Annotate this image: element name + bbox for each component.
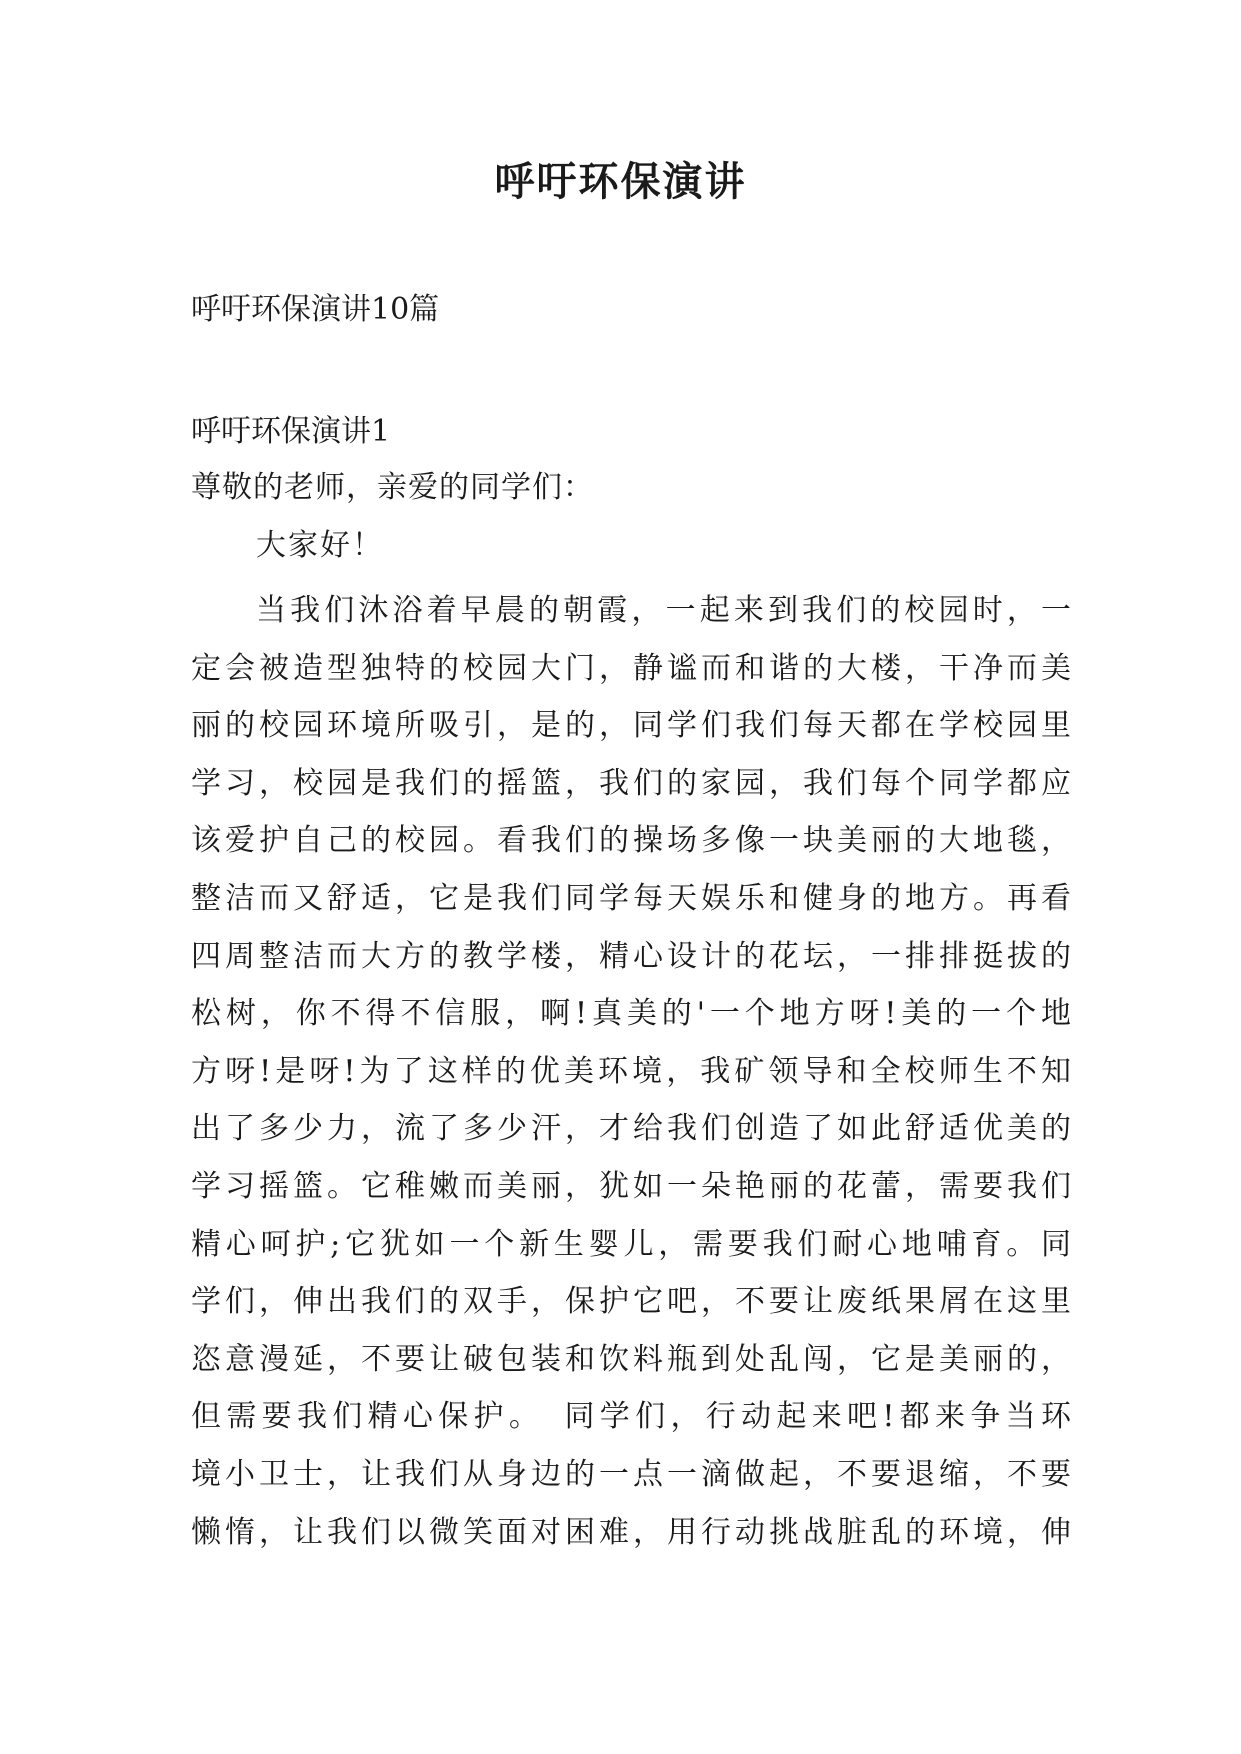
body-line: 恣意漫延，不要让破包装和饮料瓶到处乱闯，它是美丽的， — [191, 1341, 1071, 1377]
salutation: 尊敬的老师，亲爱的同学们： — [191, 470, 594, 505]
body-line: 当我们沐浴着早晨的朝霞，一起来到我们的校园时，一 — [256, 593, 1071, 628]
body-line: 精心呵护;它犹如一个新生婴儿，需要我们耐心地哺育。同 — [191, 1226, 1071, 1262]
body-line: 出了多少力，流了多少汗，才给我们创造了如此舒适优美的 — [191, 1111, 1071, 1147]
body-line: 该爱护自己的校园。看我们的操场多像一块美丽的大地毯， — [191, 823, 1071, 859]
body-line: 四周整洁而大方的教学楼，精心设计的花坛，一排排挺拔的 — [191, 938, 1071, 974]
body-line: 懒惰，让我们以微笑面对困难，用行动挑战脏乱的环境，伸 — [191, 1514, 1071, 1550]
body-line: 方呀!是呀!为了这样的优美环境，我矿领导和全校师生不知 — [191, 1053, 1071, 1089]
body-line: 定会被造型独特的校园大门，静谧而和谐的大楼，干净而美 — [191, 650, 1071, 686]
body-line: 但需要我们精心保护。 同学们，行动起来吧!都来争当环 — [191, 1399, 1071, 1435]
body-line: 境小卫士，让我们从身边的一点一滴做起，不要退缩，不要 — [191, 1456, 1071, 1492]
greeting: 大家好！ — [256, 528, 384, 563]
document-subtitle: 呼吁环保演讲10篇 — [191, 292, 440, 327]
document-title: 呼吁环保演讲 — [494, 159, 747, 205]
body-paragraph — [191, 582, 1071, 1561]
body-line: 学习，校园是我们的摇篮，我们的家园，我们每个同学都应 — [191, 765, 1071, 801]
body-line: 松树，你不得不信服，啊!真美的'一个地方呀!美的一个地 — [191, 996, 1071, 1032]
body-line: 丽的校园环境所吸引，是的，同学们我们每天都在学校园里 — [191, 708, 1071, 744]
section-heading: 呼吁环保演讲1 — [191, 414, 391, 449]
body-line: 学习摇篮。它稚嫩而美丽，犹如一朵艳丽的花蕾，需要我们 — [191, 1168, 1071, 1204]
body-line: 学们，伸出我们的双手，保护它吧，不要让废纸果屑在这里 — [191, 1284, 1071, 1320]
body-line: 整洁而又舒适，它是我们同学每天娱乐和健身的地方。再看 — [191, 880, 1071, 916]
